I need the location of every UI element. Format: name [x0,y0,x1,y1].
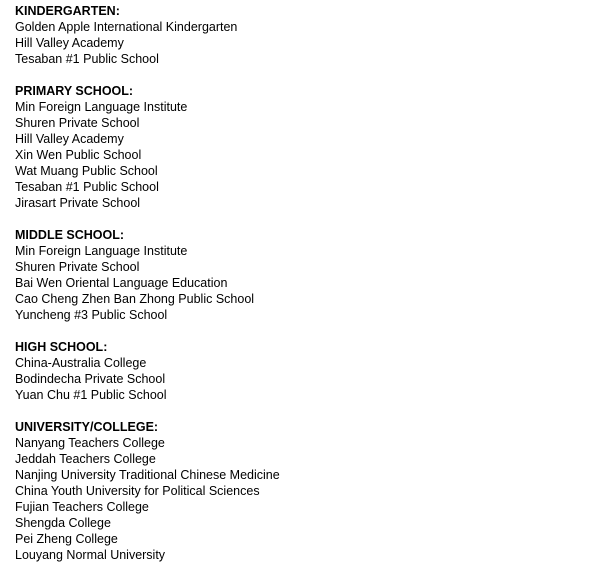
section-university-college [15,419,616,563]
section-high-school [15,339,616,403]
list-item: Wat Muang Public School [15,164,158,178]
list-item: Min Foreign Language Institute [15,100,188,114]
list-item: Golden Apple International Kindergarten [15,20,238,34]
list-item: Louyang Normal University [15,548,166,562]
list-item: Fujian Teachers College [15,500,149,514]
list-item: Pei Zheng College [15,532,118,546]
list-item: Cao Cheng Zhen Ban Zhong Public School [15,292,255,306]
list-item: Bodindecha Private School [15,372,166,386]
list-item: Xin Wen Public School [15,148,142,162]
school-list [15,243,616,323]
list-item: Tesaban #1 Public School [15,180,159,194]
list-item: China-Australia College [15,356,147,370]
list-item: Shuren Private School [15,116,140,130]
section-middle-school [15,227,616,323]
list-item: Hill Valley Academy [15,132,124,146]
section-heading: MIDDLE SCHOOL: [15,228,125,242]
list-item: Nanyang Teachers College [15,436,165,450]
list-item: Jeddah Teachers College [15,452,156,466]
list-item: Nanjing University Traditional Chinese Medicine [15,468,280,482]
list-item: Shuren Private School [15,260,140,274]
school-list [15,435,616,563]
section-heading: KINDERGARTEN: [15,4,120,18]
list-item: Min Foreign Language Institute [15,244,188,258]
list-item: Tesaban #1 Public School [15,52,159,66]
section-heading: PRIMARY SCHOOL: [15,84,134,98]
list-item: Hill Valley Academy [15,36,124,50]
section-primary-school [15,83,616,211]
section-heading: HIGH SCHOOL: [15,340,108,354]
list-item: Bai Wen Oriental Language Education [15,276,228,290]
list-item: Shengda College [15,516,111,530]
section-kindergarten [15,3,616,67]
list-item: Jirasart Private School [15,196,141,210]
school-list [15,19,616,67]
list-item: Yuan Chu #1 Public School [15,388,167,402]
section-heading: UNIVERSITY/COLLEGE: [15,420,159,434]
school-list [15,99,616,211]
school-list [15,355,616,403]
list-item: Yuncheng #3 Public School [15,308,168,322]
list-item: China Youth University for Political Sciences [15,484,260,498]
